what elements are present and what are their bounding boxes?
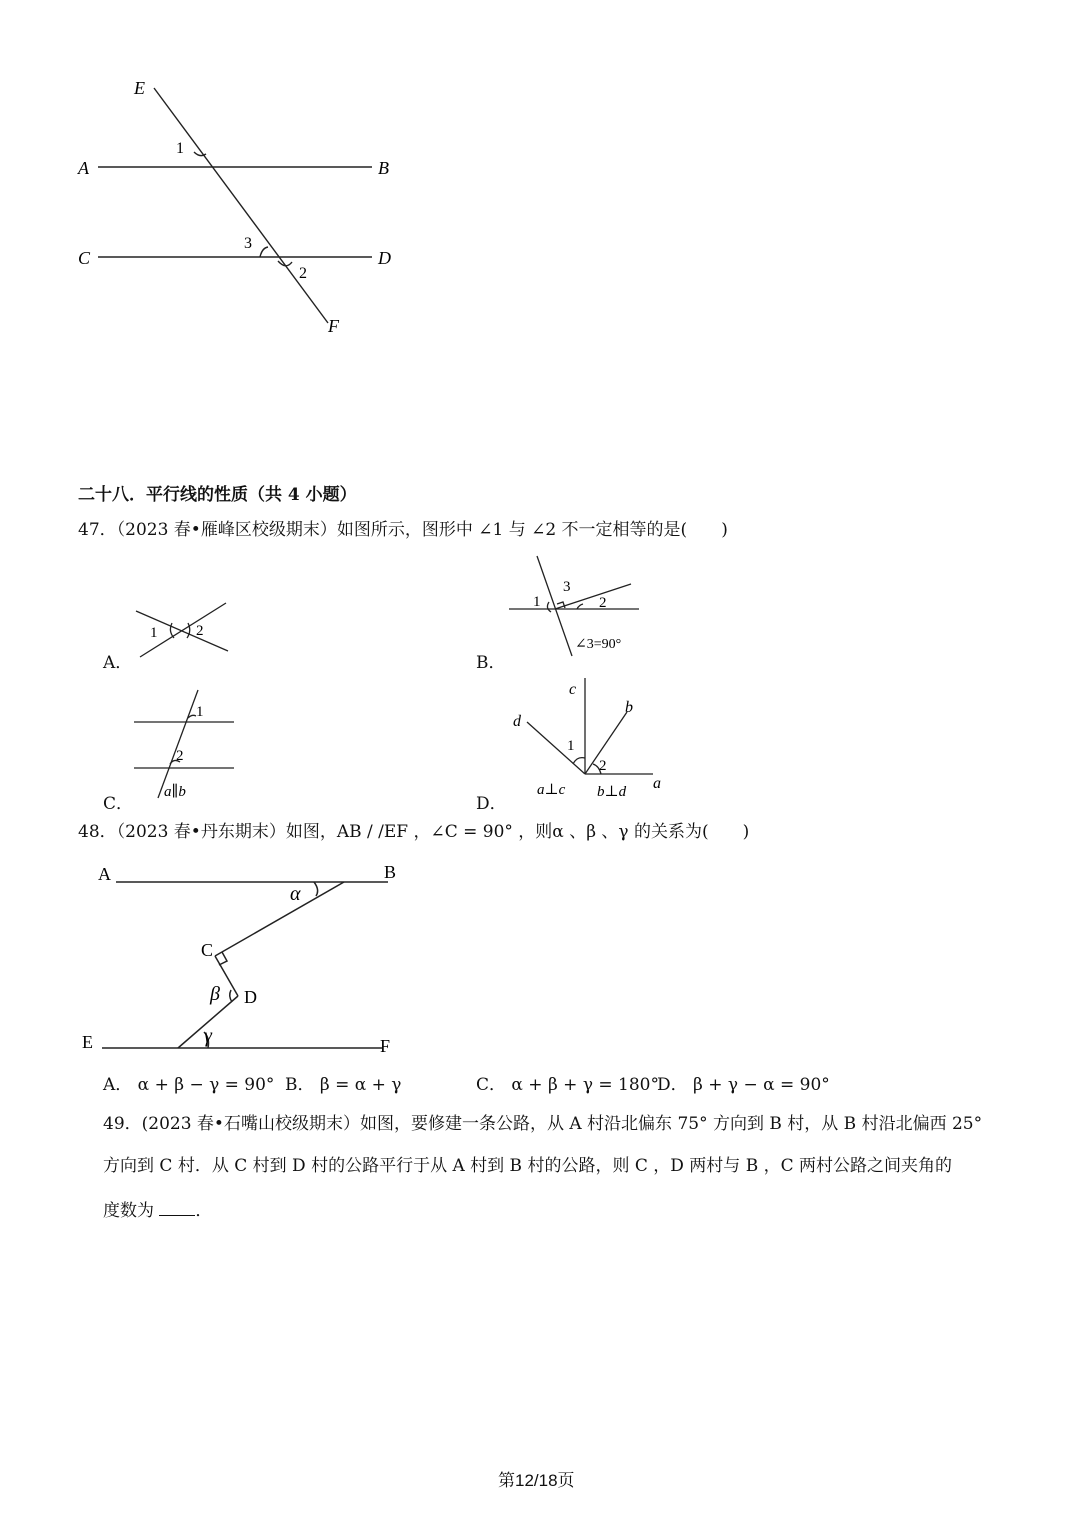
- q48-label-d: D: [244, 987, 257, 1007]
- q47d-label-2: 2: [599, 758, 607, 774]
- q48-label-a: A: [98, 864, 111, 884]
- q48-label-c: C: [201, 940, 214, 960]
- angle-1-arc: [194, 152, 206, 156]
- top-parallel-lines-figure: [70, 70, 410, 340]
- q47-figure-a: [130, 595, 240, 665]
- label-d: D: [378, 248, 391, 268]
- q49-line-3: [103, 1201, 212, 1220]
- q49-line-3-prefix: 度数为: [103, 1201, 154, 1221]
- transversal-ef: [154, 88, 328, 323]
- q47c-note: a∥b: [164, 784, 186, 800]
- q49-answer-blank: [159, 1201, 195, 1216]
- q47d-note-1: a⊥c: [537, 782, 566, 798]
- q47-option-c-label: C．: [103, 794, 134, 814]
- q48-stem: 48．（2023 春•丹东期末）如图，AB / /EF ，∠C = 90° ，则α 、β 、γ 的关系为( ): [78, 822, 750, 842]
- q48-option-a: A． α + β − γ = 90°: [103, 1075, 275, 1095]
- q47-figure-b: [505, 552, 645, 662]
- segment-bc: [215, 882, 344, 956]
- label-angle-3: 3: [244, 235, 252, 252]
- label-f: F: [328, 316, 339, 336]
- q48-label-f: F: [380, 1036, 391, 1056]
- q47c-label-1: 1: [196, 704, 204, 720]
- q47b-note: ∠3=90°: [575, 637, 622, 652]
- q48-label-beta: β: [210, 983, 220, 1005]
- angle-2-arc: [278, 261, 292, 266]
- page-number: 第12/18页: [498, 1471, 575, 1490]
- label-e: E: [134, 78, 145, 98]
- label-angle-2: 2: [299, 265, 307, 282]
- q47d-label-a: a: [653, 775, 661, 792]
- q47d-label-c: c: [569, 681, 577, 698]
- q48-option-b: B． β = α + γ: [285, 1075, 402, 1095]
- q47a-label-1: 1: [150, 625, 158, 641]
- section-title: 二十八．平行线的性质（共 4 小题）: [78, 485, 357, 505]
- q47d-label-d: d: [513, 713, 521, 730]
- q49-line-3-suffix: ．: [195, 1201, 213, 1221]
- angle-3-arc: [260, 247, 268, 257]
- label-angle-1: 1: [176, 140, 184, 157]
- q49-line-2: 方向到 C 村．从 C 村到 D 村的公路平行于从 A 村到 B 村的公路，则 C ，D 两村与 B ，C 两村公路之间夹角的: [103, 1156, 953, 1176]
- q47-option-a-label: A．: [103, 653, 133, 673]
- q47-option-d-label: D．: [476, 794, 507, 814]
- label-c: C: [78, 248, 91, 268]
- q47d-label-1: 1: [567, 738, 575, 754]
- q48-label-e: E: [82, 1032, 93, 1052]
- q48-option-d: D． β + γ − α = 90°: [657, 1075, 830, 1095]
- q47b-label-2: 2: [599, 595, 607, 611]
- q48-label-alpha: α: [290, 883, 301, 905]
- q48-label-b: B: [384, 862, 397, 882]
- q47-figure-d: [505, 672, 675, 802]
- q47b-label-1: 1: [533, 594, 541, 610]
- label-b: B: [378, 158, 389, 178]
- q47a-label-2: 2: [196, 623, 204, 639]
- q47b-label-3: 3: [563, 579, 571, 595]
- q47d-note-2: b⊥d: [597, 784, 627, 800]
- q48-option-c: C． α + β + γ = 180°: [476, 1075, 659, 1095]
- q48-figure: [78, 856, 408, 1058]
- q48-label-gamma: γ: [204, 1025, 212, 1047]
- q47-figure-c: [130, 688, 240, 800]
- q49-line-1: 49．(2023 春•石嘴山校级期末）如图，要修建一条公路，从 A 村沿北偏东 75° 方向到 B 村，从 B 村沿北偏西 25°: [103, 1114, 983, 1134]
- q47c-label-2: 2: [176, 748, 184, 764]
- label-a: A: [78, 158, 89, 178]
- q47-option-b-label: B．: [476, 653, 506, 673]
- q47d-label-b: b: [625, 699, 633, 716]
- q47-stem: 47．（2023 春•雁峰区校级期末）如图所示，图形中 ∠1 与 ∠2 不一定相等的是( ): [78, 520, 728, 540]
